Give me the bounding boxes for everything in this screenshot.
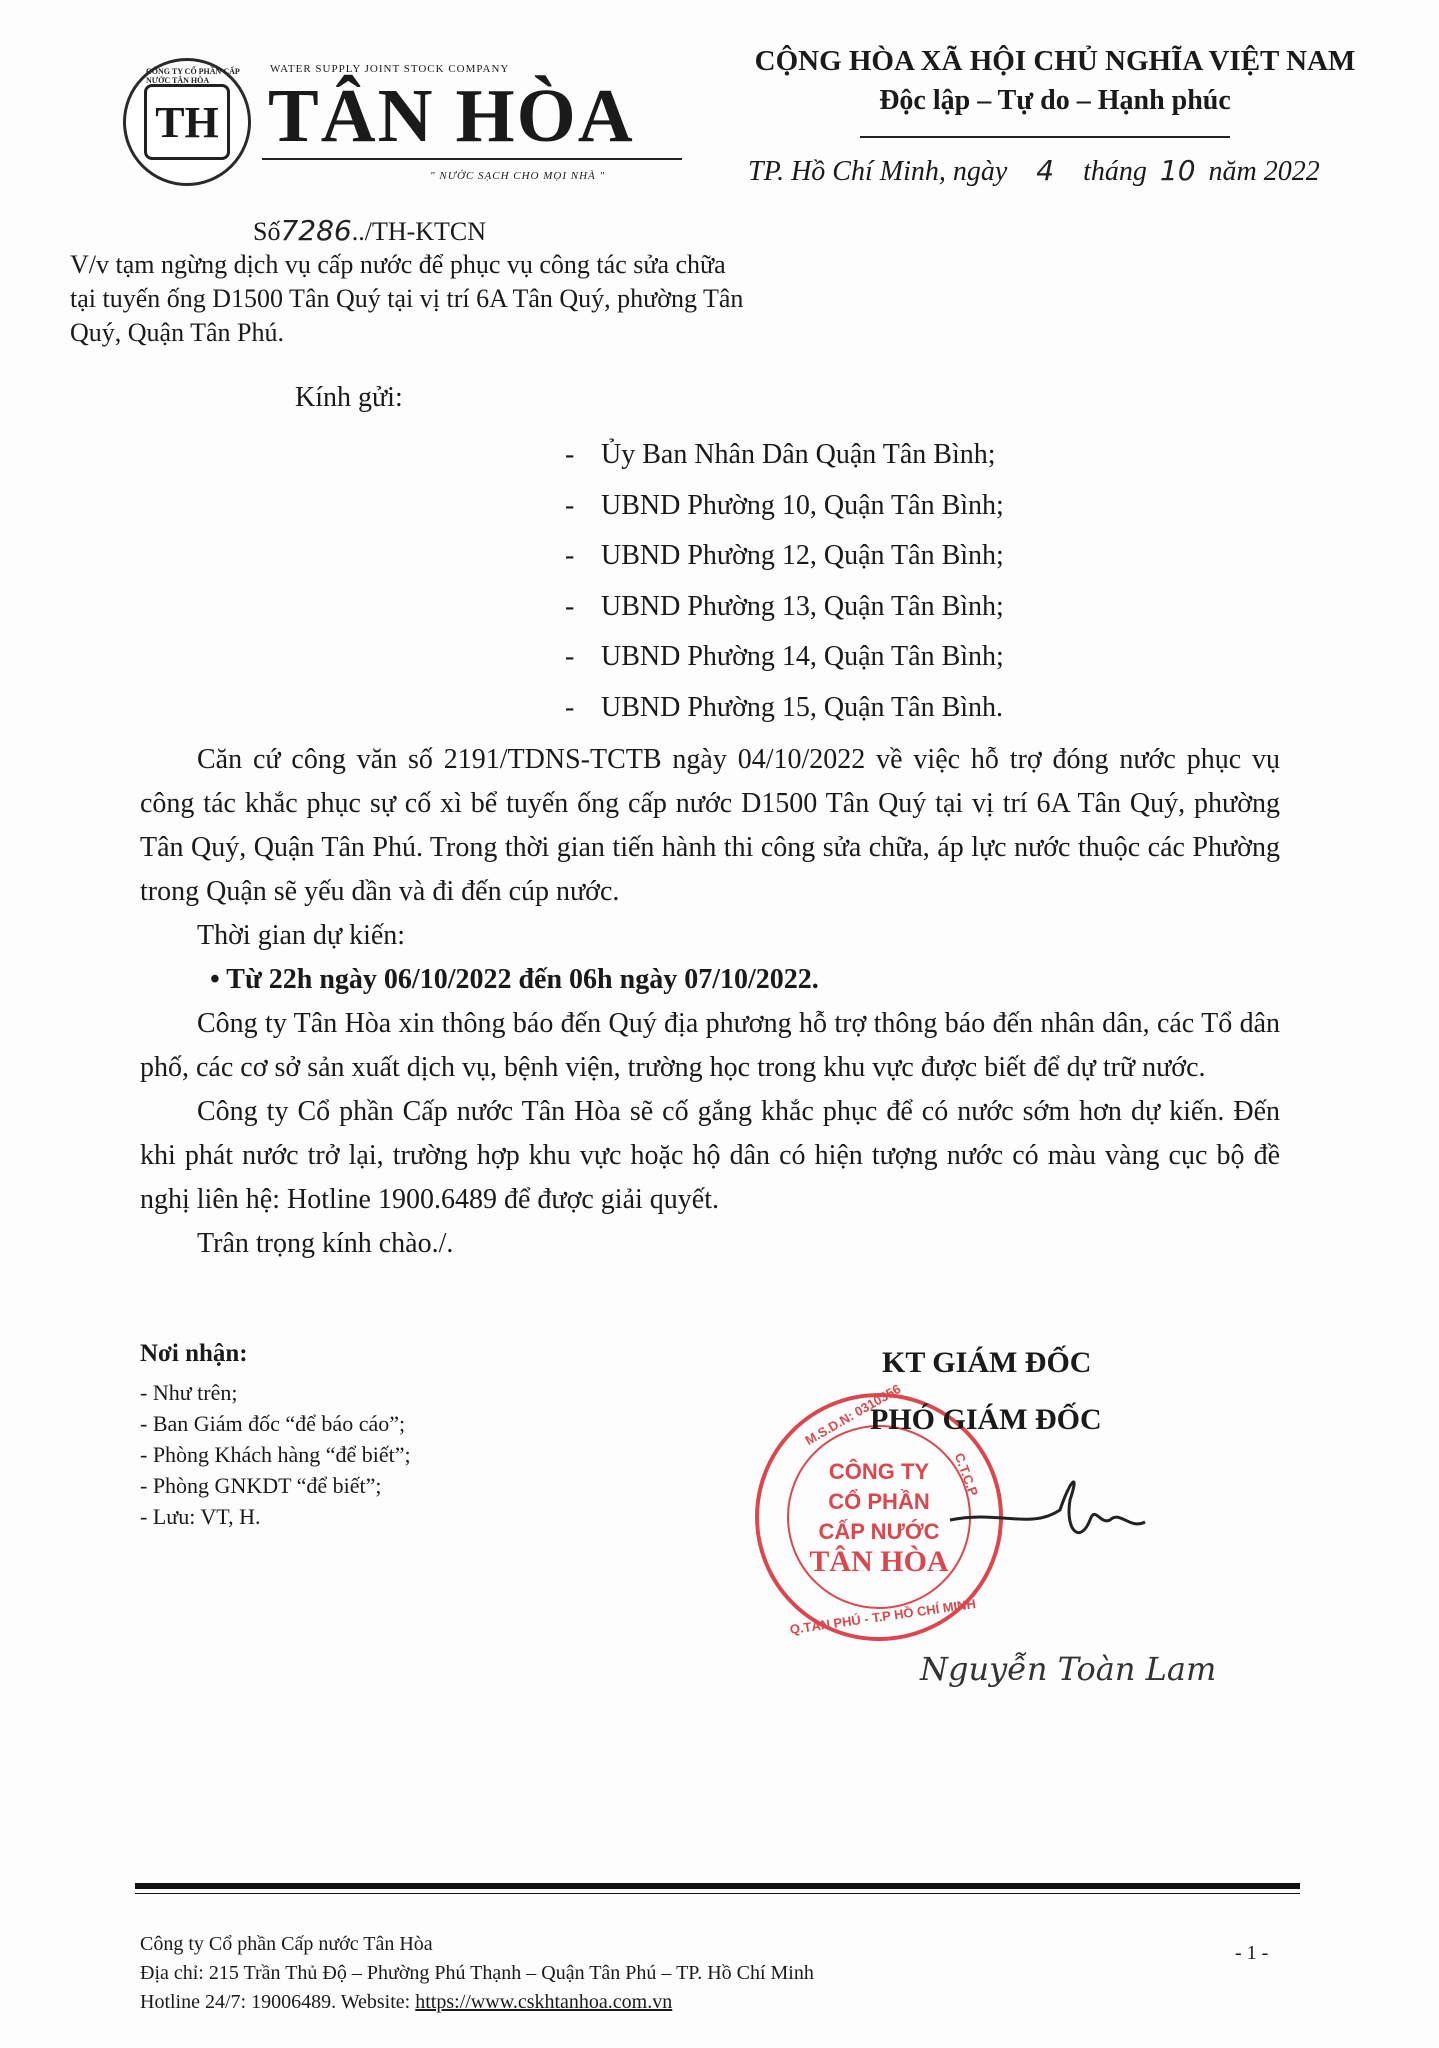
- recipient-list: [565, 430, 1004, 733]
- page-number: - 1 -: [1235, 1942, 1269, 1964]
- place-label: TP. Hồ Chí Minh, ngày: [748, 156, 1008, 187]
- distribution-item: - Ban Giám đốc “để báo cáo”;: [140, 1411, 406, 1436]
- footer-address: Địa chỉ: 215 Trần Thủ Độ – Phường Phú Thạnh – Quận Tân Phú – TP. Hồ Chí Minh: [140, 1962, 814, 1984]
- body-paragraph: Thời gian dự kiến:: [197, 920, 406, 951]
- schedule-bullet: • Từ 22h ngày 06/10/2022 đến 06h ngày 07/10/2022.: [210, 964, 819, 995]
- body-paragraph: Căn cứ công văn số 2191/TDNS-TCTB ngày 04/10/2022 về việc hỗ trợ đóng nước phục vụ công tác khắc phục sự cố xì bể tuyến ống cấp nước D1500 Tân Quý tại vị trí 6A Tân Quý, phường Tân Quý, Quận Tân Phú. Trong thời gian tiến hành thi công sửa chữa, áp lực nước thuộc các Phường trong Quận sẽ yếu dần và đi đến cúp nước.: [140, 744, 1280, 907]
- doc-number-suffix: ../TH-KTCN: [351, 217, 487, 246]
- footer-contact: [140, 1988, 814, 2017]
- signature-title: KT GIÁM ĐỐC: [882, 1346, 1092, 1379]
- recipient-item: - UBND Phường 13, Quận Tân Bình;: [565, 590, 1004, 622]
- company-slogan: " NƯỚC SẠCH CHO MỌI NHÀ ": [430, 170, 606, 182]
- national-title: CỘNG HÒA XÃ HỘI CHỦ NGHĨA VIỆT NAM: [754, 45, 1356, 77]
- recipient-item: - UBND Phường 14, Quận Tân Bình;: [565, 641, 1004, 672]
- signer-name: Nguyễn Toàn Lam: [920, 1650, 1217, 1688]
- national-motto: Độc lập – Tự do – Hạnh phúc: [879, 85, 1231, 116]
- seal-ring-bottom: Q.TÂN PHÚ - T.P HỒ CHÍ MINH: [788, 1596, 977, 1637]
- place-date: [748, 154, 1320, 188]
- date-day: 4: [1036, 154, 1055, 187]
- footer-hotline: Hotline 24/7: 19006489. Website:: [140, 1991, 416, 2013]
- logo-mark: TH: [144, 84, 230, 160]
- body-paragraph: Công ty Tân Hòa xin thông báo đến Quý địa phương hỗ trợ thông báo đến nhân dân, các Tổ dân phố, các cơ sở sản xuất dịch vụ, bệnh viện, trường học trong khu vực được biết để dự trữ nước.: [140, 1008, 1280, 1083]
- recipient-item: - UBND Phường 12, Quận Tân Bình;: [565, 540, 1004, 571]
- distribution-item: - Lưu: VT, H.: [140, 1504, 261, 1529]
- company-english-name: WATER SUPPLY JOINT STOCK COMPANY: [270, 63, 510, 75]
- company-logo: [123, 58, 251, 186]
- seal-text: CỔ PHẦN: [828, 1489, 930, 1514]
- distribution-title: Nơi nhận:: [140, 1340, 248, 1367]
- year-label: năm 2022: [1208, 156, 1320, 187]
- body-paragraph: Công ty Cổ phần Cấp nước Tân Hòa sẽ cố gắng khắc phục để có nước sớm hơn dự kiến. Đến khi phát nước trở lại, trường hợp khu vực hoặc hộ dân có hiện tượng nước có màu vàng cục bộ đề nghị liên hệ: Hotline 1900.6489 để được giải quyết.: [140, 1096, 1280, 1215]
- motto-underline: [860, 136, 1230, 138]
- distribution-item: - Phòng Khách hàng “để biết”;: [140, 1442, 411, 1467]
- month-label: tháng: [1083, 156, 1147, 187]
- seal-text: CÔNG TY: [828, 1459, 930, 1484]
- distribution-item: - Như trên;: [140, 1380, 238, 1405]
- closing-line: Trân trọng kính chào./.: [197, 1228, 454, 1259]
- seal-text: CẤP NƯỚC: [818, 1519, 940, 1544]
- seal-ring-right: C.T.C.P: [951, 1450, 982, 1499]
- document-subject: V/v tạm ngừng dịch vụ cấp nước để phục vụ công tác sửa chữa tại tuyến ống D1500 Tân Quý tại vị trí 6A Tân Quý, phường Tân Quý, Quận Tân Phú.: [70, 250, 744, 347]
- footer-company: Công ty Cổ phần Cấp nước Tân Hòa: [140, 1933, 433, 1955]
- doc-number-prefix: Số: [253, 217, 281, 246]
- addressee-label: Kính gửi:: [295, 382, 403, 413]
- company-name: TÂN HÒA: [268, 74, 635, 158]
- footer: [140, 1930, 814, 2017]
- seal-ring-top: M.S.D.N: 0310356: [802, 1381, 904, 1448]
- recipient-item: - Ủy Ban Nhân Dân Quận Tân Bình;: [565, 439, 996, 470]
- recipient-item: - UBND Phường 10, Quận Tân Bình;: [565, 489, 1004, 521]
- footer-divider: [135, 1883, 1300, 1889]
- seal-text: TÂN HÒA: [809, 1545, 949, 1578]
- handwritten-signature: [940, 1450, 1160, 1560]
- document-number: [253, 214, 486, 247]
- date-month: 10: [1159, 154, 1196, 187]
- website-link[interactable]: https://www.cskhtanhoa.com.vn: [415, 1991, 673, 2013]
- recipient-item: - UBND Phường 15, Quận Tân Bình.: [565, 691, 1004, 723]
- distribution-list: [140, 1377, 411, 1532]
- distribution-item: - Phòng GNKDT “để biết”;: [140, 1473, 382, 1498]
- signature-subtitle: PHÓ GIÁM ĐỐC: [870, 1403, 1102, 1436]
- letter-body: [140, 738, 1280, 1266]
- doc-number-handwritten: 7286: [280, 214, 352, 247]
- letterhead-divider: [262, 158, 682, 160]
- footer-divider-thin: [135, 1893, 1300, 1894]
- logo-ring-text: CÔNG TY CỔ PHẦN CẤP NƯỚC TÂN HÒA: [146, 67, 240, 85]
